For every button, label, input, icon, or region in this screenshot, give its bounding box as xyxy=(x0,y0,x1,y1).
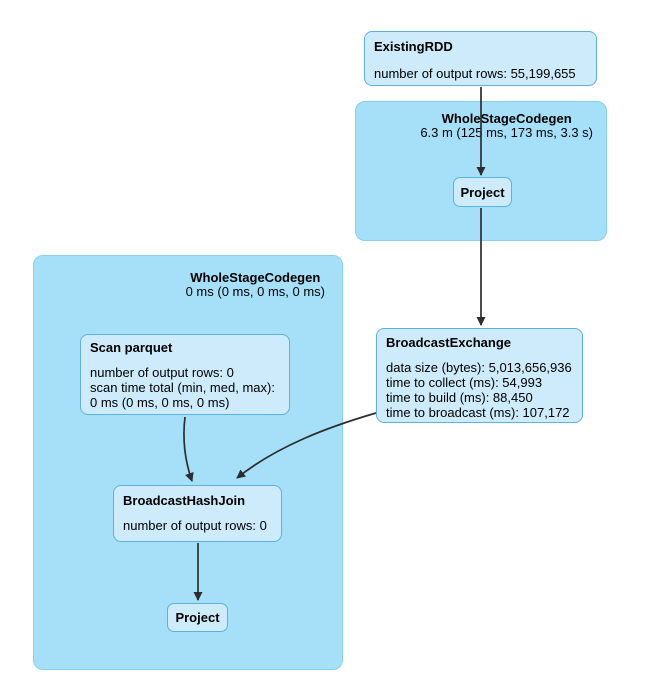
node-metric: time to collect (ms): 54,993 xyxy=(386,375,543,390)
cluster-header xyxy=(186,270,325,299)
plan-node-broadcast-exchange[interactable] xyxy=(376,328,583,423)
plan-node-scan-parquet[interactable] xyxy=(80,334,290,415)
plan-node-project-top[interactable] xyxy=(453,177,512,207)
plan-node-broadcast-hash-join[interactable] xyxy=(113,485,282,542)
node-metric: 0 ms (0 ms, 0 ms, 0 ms) xyxy=(90,395,230,410)
node-title: Scan parquet xyxy=(90,340,173,355)
cluster-duration: 0 ms (0 ms, 0 ms, 0 ms) xyxy=(185,284,325,299)
node-title: BroadcastHashJoin xyxy=(123,493,246,508)
node-metric: number of output rows: 0 xyxy=(90,365,234,380)
node-metric: time to build (ms): 88,450 xyxy=(386,390,533,405)
cluster-wholestagecodegen-top xyxy=(355,101,607,241)
plan-node-existing-rdd[interactable] xyxy=(364,31,597,86)
node-metric: number of output rows: 55,199,655 xyxy=(374,66,576,81)
node-metric: data size (bytes): 5,013,656,936 xyxy=(386,360,572,375)
node-title: ExistingRDD xyxy=(374,39,453,54)
cluster-title: WholeStageCodegen xyxy=(190,270,321,285)
node-metric: time to broadcast (ms): 107,172 xyxy=(386,405,570,420)
node-metric: scan time total (min, med, max): xyxy=(90,380,275,395)
node-metric: number of output rows: 0 xyxy=(123,518,267,533)
cluster-title: WholeStageCodegen xyxy=(441,111,572,126)
cluster-duration: 6.3 m (125 ms, 173 ms, 3.3 s) xyxy=(420,125,593,140)
node-title: Project xyxy=(460,184,505,200)
plan-node-project-bottom[interactable] xyxy=(167,603,228,632)
node-title: BroadcastExchange xyxy=(386,335,511,350)
cluster-header xyxy=(420,111,593,140)
node-title: Project xyxy=(175,610,220,625)
